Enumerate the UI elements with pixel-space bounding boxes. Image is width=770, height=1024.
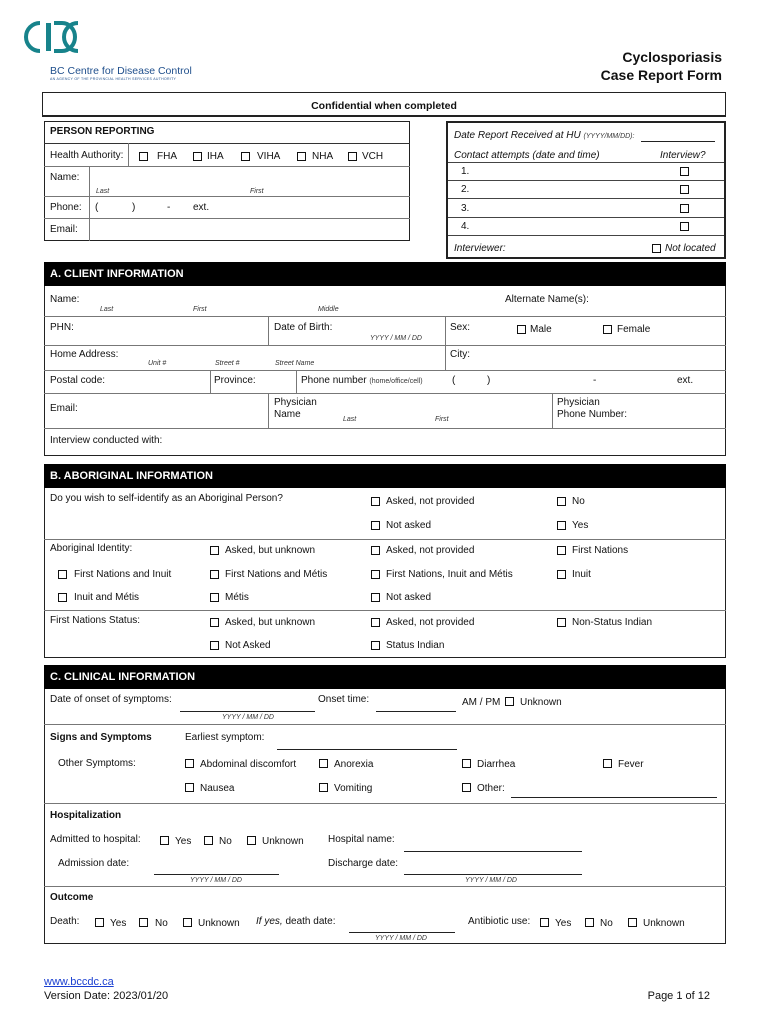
client-phone-label — [301, 376, 423, 386]
reporter-name-label: Name: — [50, 172, 80, 183]
date-received-line[interactable] — [641, 141, 715, 142]
identity-asked-not-provided-label: Asked, not provided — [386, 545, 475, 556]
section-b-header: B. ABORIGINAL INFORMATION — [44, 464, 726, 488]
physician-label: Physician — [274, 397, 317, 408]
nha-checkbox[interactable] — [297, 152, 306, 161]
discharge-date-label: Discharge date: — [328, 858, 399, 869]
not-located-label: Not located — [665, 243, 716, 254]
iha-checkbox[interactable] — [193, 152, 202, 161]
female-checkbox[interactable] — [603, 325, 612, 334]
website-link[interactable]: www.bccdc.ca — [44, 976, 114, 988]
unit-hint: Unit # — [148, 360, 167, 367]
section-c-body — [44, 689, 726, 944]
client-phone-dash: - — [593, 375, 597, 386]
male-label: Male — [530, 324, 552, 335]
interviewer-label: Interviewer: — [454, 243, 506, 254]
self-id-asked-not-provided-label: Asked, not provided — [386, 496, 475, 507]
reporter-last-hint: Last — [96, 188, 110, 195]
client-phone-open: ( — [452, 375, 456, 386]
org-tagline: AN AGENCY OF THE PROVINCIAL HEALTH SERVICES AUTHORITY — [50, 77, 177, 81]
onset-unknown-label: Unknown — [520, 697, 562, 708]
client-phone-close: ) — [487, 375, 491, 386]
interview-3-checkbox[interactable] — [680, 204, 689, 213]
client-middle-hint: Middle — [318, 306, 339, 313]
identity-fn-inuit-metis-checkbox[interactable] — [371, 570, 380, 579]
section-a-body — [44, 286, 726, 456]
aboriginal-identity-label: Aboriginal Identity: — [50, 543, 133, 554]
physician-phone-label-2: Phone Number: — [557, 409, 628, 420]
other-symptoms-label: Other Symptoms: — [58, 758, 136, 769]
death-no-label: No — [155, 918, 168, 929]
onset-time-line[interactable] — [376, 711, 456, 712]
self-identify-question: Do you wish to self-identify as an Aboriginal Person? — [50, 493, 283, 504]
interview-1-checkbox[interactable] — [680, 167, 689, 176]
physician-name-label: Name — [274, 409, 301, 420]
identity-asked-not-provided-checkbox[interactable] — [371, 546, 380, 555]
health-authority-label: Health Authority: — [50, 150, 124, 161]
identity-fn-inuit-checkbox[interactable] — [58, 570, 67, 579]
dob-format: YYYY / MM / DD — [370, 335, 422, 342]
other-symptom-checkbox[interactable] — [462, 783, 471, 792]
identity-inuit-label: Inuit — [572, 569, 591, 580]
client-first-hint: First — [193, 306, 207, 313]
death-date-line[interactable] — [349, 932, 455, 933]
status-indian-checkbox[interactable] — [371, 641, 380, 650]
fha-checkbox[interactable] — [139, 152, 148, 161]
signs-symptoms-label: Signs and Symptoms — [50, 732, 152, 743]
self-id-yes-label: Yes — [572, 520, 589, 531]
physician-last-hint: Last — [343, 416, 357, 423]
death-yes-label: Yes — [110, 918, 127, 929]
hospital-name-line[interactable] — [404, 851, 582, 852]
admitted-unknown-checkbox[interactable] — [247, 836, 256, 845]
fha-label: FHA — [157, 151, 177, 162]
vomiting-checkbox[interactable] — [319, 783, 328, 792]
attempt-3: 3. — [461, 203, 470, 214]
anorexia-checkbox[interactable] — [319, 759, 328, 768]
status-not-asked-label: Not Asked — [225, 640, 271, 651]
identity-inuit-metis-checkbox[interactable] — [58, 593, 67, 602]
org-name: BC Centre for Disease Control — [50, 65, 192, 77]
reporter-first-hint: First — [250, 188, 264, 195]
onset-date-format: YYYY / MM / DD — [222, 714, 274, 721]
reporter-phone-dash: - — [167, 202, 171, 213]
death-no-checkbox[interactable] — [139, 918, 148, 927]
am-pm-label: AM / PM — [462, 697, 501, 708]
admission-date-format: YYYY / MM / DD — [190, 877, 242, 884]
antibiotic-no-checkbox[interactable] — [585, 918, 594, 927]
phn-label: PHN: — [50, 322, 74, 333]
admitted-yes-label: Yes — [175, 836, 192, 847]
diarrhea-checkbox[interactable] — [462, 759, 471, 768]
self-id-asked-not-provided-checkbox[interactable] — [371, 497, 380, 506]
identity-not-asked-checkbox[interactable] — [371, 593, 380, 602]
reporter-phone-ext: ext. — [193, 202, 210, 213]
identity-metis-checkbox[interactable] — [210, 593, 219, 602]
date-received-label — [454, 131, 634, 141]
identity-fn-inuit-metis-label: First Nations, Inuit and Métis — [386, 569, 513, 580]
physician-first-hint: First — [435, 416, 449, 423]
other-symptom-line[interactable] — [511, 797, 717, 798]
interview-with-label: Interview conducted with: — [50, 435, 163, 446]
client-phone-ext: ext. — [677, 375, 694, 386]
abdominal-discomfort-label: Abdominal discomfort — [200, 759, 297, 770]
admitted-no-checkbox[interactable] — [204, 836, 213, 845]
section-c-header: C. CLINICAL INFORMATION — [44, 665, 726, 689]
death-label: Death: — [50, 916, 80, 927]
self-id-yes-checkbox[interactable] — [557, 521, 566, 530]
cdc-logo-mark-icon — [22, 20, 88, 54]
client-email-label: Email: — [50, 403, 78, 414]
city-label: City: — [450, 349, 470, 360]
admitted-label: Admitted to hospital: — [50, 834, 141, 845]
identity-inuit-metis-label: Inuit and Métis — [74, 592, 140, 603]
date-received-format: (YYYY/MM/DD): — [583, 133, 635, 140]
viha-label: VIHA — [257, 151, 281, 162]
hospitalization-label: Hospitalization — [50, 810, 122, 821]
identity-fn-metis-label: First Nations and Métis — [225, 569, 328, 580]
other-symptom-label: Other: — [477, 783, 505, 794]
identity-first-nations-checkbox[interactable] — [557, 546, 566, 555]
identity-metis-label: Métis — [225, 592, 249, 603]
confidential-text: Confidential when completed — [311, 100, 457, 112]
form-title-line2: Case Report Form — [600, 67, 722, 83]
person-reporting-title: PERSON REPORTING — [50, 126, 155, 137]
not-located-checkbox[interactable] — [652, 244, 661, 253]
antibiotic-use-label: Antibiotic use: — [468, 916, 531, 927]
status-asked-unknown-checkbox[interactable] — [210, 618, 219, 627]
client-name-label: Name: — [50, 294, 80, 305]
admitted-unknown-label: Unknown — [262, 836, 304, 847]
attempt-2: 2. — [461, 184, 470, 195]
person-reporting-box — [44, 121, 410, 241]
admitted-no-label: No — [219, 836, 232, 847]
admission-date-label: Admission date: — [58, 858, 130, 869]
self-id-no-checkbox[interactable] — [557, 497, 566, 506]
section-a-header: A. CLIENT INFORMATION — [44, 262, 726, 286]
interview-2-checkbox[interactable] — [680, 185, 689, 194]
earliest-symptom-label: Earliest symptom: — [185, 732, 265, 743]
vomiting-label: Vomiting — [334, 783, 373, 794]
reporter-phone-open: ( — [95, 202, 99, 213]
death-unknown-checkbox[interactable] — [183, 918, 192, 927]
nausea-label: Nausea — [200, 783, 235, 794]
bccdc-logo — [22, 20, 202, 82]
sex-label: Sex: — [450, 322, 471, 333]
reporter-phone-close: ) — [132, 202, 136, 213]
self-id-no-label: No — [572, 496, 585, 507]
status-asked-not-provided-checkbox[interactable] — [371, 618, 380, 627]
status-non-status-label: Non-Status Indian — [572, 617, 653, 628]
if-yes-text: If yes, — [256, 916, 283, 927]
onset-date-line[interactable] — [180, 711, 315, 712]
status-asked-unknown-label: Asked, but unknown — [225, 617, 316, 628]
antibiotic-no-label: No — [600, 918, 613, 929]
diarrhea-label: Diarrhea — [477, 759, 516, 770]
identity-fn-inuit-label: First Nations and Inuit — [74, 569, 172, 580]
earliest-symptom-line[interactable] — [277, 749, 457, 750]
postal-code-label: Postal code: — [50, 375, 106, 386]
vch-checkbox[interactable] — [348, 152, 357, 161]
admitted-yes-checkbox[interactable] — [160, 836, 169, 845]
viha-checkbox[interactable] — [241, 152, 250, 161]
interview-4-checkbox[interactable] — [680, 222, 689, 231]
male-checkbox[interactable] — [517, 325, 526, 334]
contact-attempts-label: Contact attempts (date and time) — [454, 150, 600, 161]
antibiotic-yes-checkbox[interactable] — [540, 918, 549, 927]
identity-not-asked-label: Not asked — [386, 592, 432, 603]
death-unknown-label: Unknown — [198, 918, 240, 929]
street-no-hint: Street # — [215, 360, 240, 367]
onset-unknown-checkbox[interactable] — [505, 697, 514, 706]
onset-date-label: Date of onset of symptoms: — [50, 694, 172, 705]
attempt-4: 4. — [461, 221, 470, 232]
street-name-hint: Street Name — [275, 360, 315, 367]
status-indian-label: Status Indian — [386, 640, 445, 651]
self-id-not-asked-label: Not asked — [386, 520, 432, 531]
death-date-label — [256, 917, 336, 927]
home-address-label: Home Address: — [50, 349, 119, 360]
form-title-line1: Cyclosporiasis — [622, 49, 722, 65]
nausea-checkbox[interactable] — [185, 783, 194, 792]
antibiotic-yes-label: Yes — [555, 918, 572, 929]
hospital-name-label: Hospital name: — [328, 834, 395, 845]
death-date-format: YYYY / MM / DD — [375, 935, 427, 942]
admission-date-line[interactable] — [154, 874, 279, 875]
reporter-phone-label: Phone: — [50, 202, 82, 213]
alternate-names-label: Alternate Name(s): — [505, 294, 589, 305]
identity-fn-metis-checkbox[interactable] — [210, 570, 219, 579]
antibiotic-unknown-checkbox[interactable] — [628, 918, 637, 927]
nha-label: NHA — [312, 151, 334, 162]
identity-inuit-checkbox[interactable] — [557, 570, 566, 579]
anorexia-label: Anorexia — [334, 759, 374, 770]
fever-label: Fever — [618, 759, 644, 770]
version-date: Version Date: 2023/01/20 — [44, 990, 169, 1002]
identity-first-nations-label: First Nations — [572, 545, 629, 556]
date-received-text: Date Report Received at HU — [454, 130, 581, 141]
status-asked-not-provided-label: Asked, not provided — [386, 617, 475, 628]
dob-label: Date of Birth: — [274, 322, 333, 333]
page-number: Page 1 of 12 — [647, 990, 710, 1002]
attempt-1: 1. — [461, 166, 470, 177]
identity-asked-unknown-checkbox[interactable] — [210, 546, 219, 555]
reporter-email-label: Email: — [50, 224, 78, 235]
identity-asked-unknown-label: Asked, but unknown — [225, 545, 316, 556]
iha-label: IHA — [207, 151, 224, 162]
onset-time-label: Onset time: — [318, 694, 370, 705]
death-date-text: death date: — [285, 916, 336, 927]
death-yes-checkbox[interactable] — [95, 918, 104, 927]
outcome-label: Outcome — [50, 892, 94, 903]
status-non-status-checkbox[interactable] — [557, 618, 566, 627]
self-id-not-asked-checkbox[interactable] — [371, 521, 380, 530]
vch-label: VCH — [362, 151, 384, 162]
discharge-date-format: YYYY / MM / DD — [465, 877, 517, 884]
fever-checkbox[interactable] — [603, 759, 612, 768]
interview-label: Interview? — [660, 150, 706, 161]
confidential-banner — [42, 92, 726, 117]
province-label: Province: — [214, 375, 256, 386]
physician-phone-label-1: Physician — [557, 397, 600, 408]
client-last-hint: Last — [100, 306, 114, 313]
client-phone-text: Phone number — [301, 375, 367, 386]
discharge-date-line[interactable] — [404, 874, 582, 875]
fn-status-label: First Nations Status: — [50, 615, 141, 626]
female-label: Female — [617, 324, 651, 335]
client-phone-types: (home/office/cell) — [369, 378, 423, 385]
antibiotic-unknown-label: Unknown — [643, 918, 685, 929]
status-not-asked-checkbox[interactable] — [210, 641, 219, 650]
abdominal-discomfort-checkbox[interactable] — [185, 759, 194, 768]
